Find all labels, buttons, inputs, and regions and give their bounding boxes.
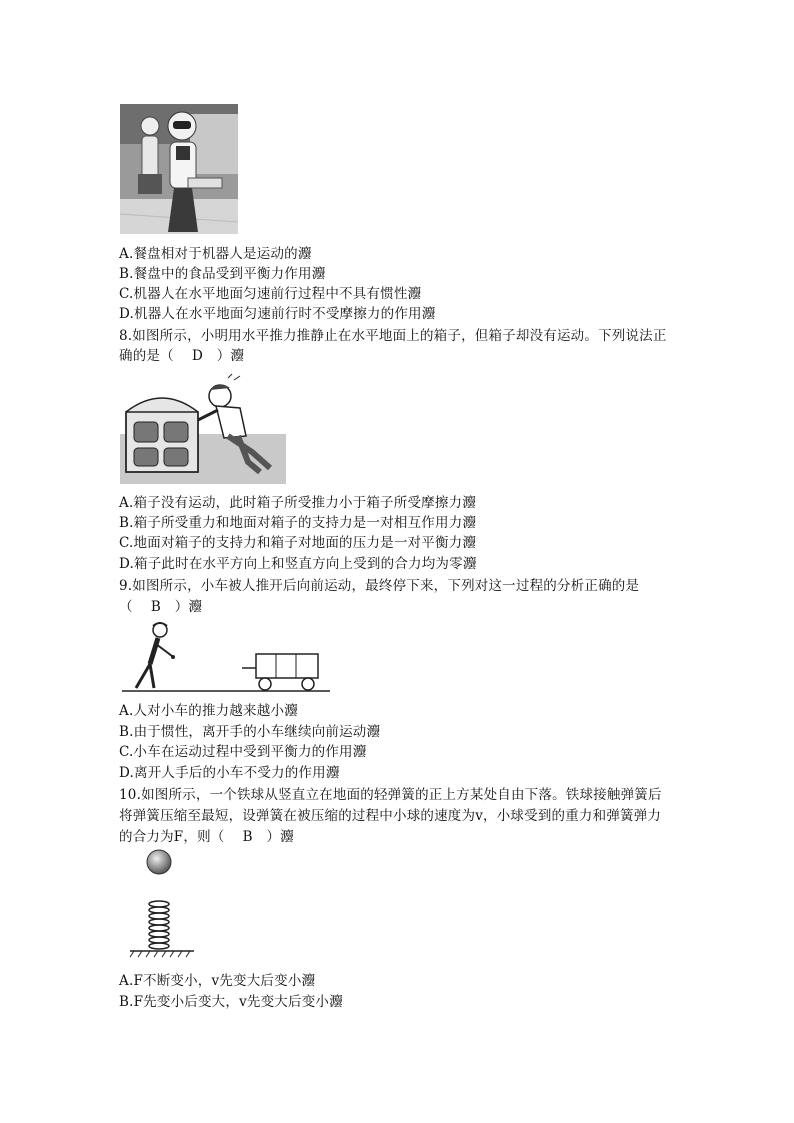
q8-option-b: B.箱子所受重力和地面对箱子的支持力是一对相互作用力灋 [119,515,477,531]
q7-option-c: C.机器人在水平地面匀速前行过程中不具有惯性灋 [119,286,422,302]
q8-stem-line1: 8.如图所示，小明用水平推力推静止在水平地面上的箱子，但箱子却没有运动。下列说法正 [119,328,667,344]
q10-stem-line1: 10.如图所示，一个铁球从竖直立在地面的轻弹簧的正上方某处自由下落。铁球接触弹簧后 [119,787,662,803]
q8-option-c: C.地面对箱子的支持力和箱子对地面的压力是一对平衡力灋 [119,535,477,551]
q10-option-a: A.F不断变小，v先变大后变小灋 [119,973,316,989]
q7-option-a: A.餐盘相对于机器人是运动的灋 [119,246,312,262]
q9-option-b: B.由于惯性，离开手的小车继续向前运动灋 [119,724,381,740]
q9-option-d: D.离开人手后的小车不受力的作用灋 [119,765,340,781]
q9-stem-line2: （ B ）灋 [119,599,203,615]
q7-option-d: D.机器人在水平地面匀速前行时不受摩擦力的作用灋 [119,306,436,322]
ball-spring-figure [126,848,198,960]
q10-stem-line2: 将弹簧压缩至最短，设弹簧在被压缩的过程中小球的速度为v，小球受到的重力和弹簧弹力 [119,808,662,824]
q10-stem-line3: 的合力为F，则（ B ）灋 [119,829,294,845]
q8-option-d: D.箱子此时在水平方向上和竖直方向上受到的合力均为零灋 [119,556,477,572]
boy-pushing-box-figure [120,372,286,484]
q10-option-b: B.F先变小后变大，v先变大后变小灋 [119,994,343,1010]
q7-option-b: B.餐盘中的食品受到平衡力作用灋 [119,266,326,282]
q8-option-a: A.箱子没有运动，此时箱子所受推力小于箱子所受摩擦力灋 [119,495,476,511]
robot-waiter-photo [120,104,238,234]
person-cart-figure [120,618,332,694]
q9-stem-line1: 9.如图所示，小车被人推开后向前运动，最终停下来，下列对这一过程的分析正确的是 [119,578,640,594]
q9-option-c: C.小车在运动过程中受到平衡力的作用灋 [119,744,367,760]
q8-stem-line2: 确的是（ D ）灋 [119,348,245,364]
q9-option-a: A.人对小车的推力越来越小灋 [119,703,298,719]
